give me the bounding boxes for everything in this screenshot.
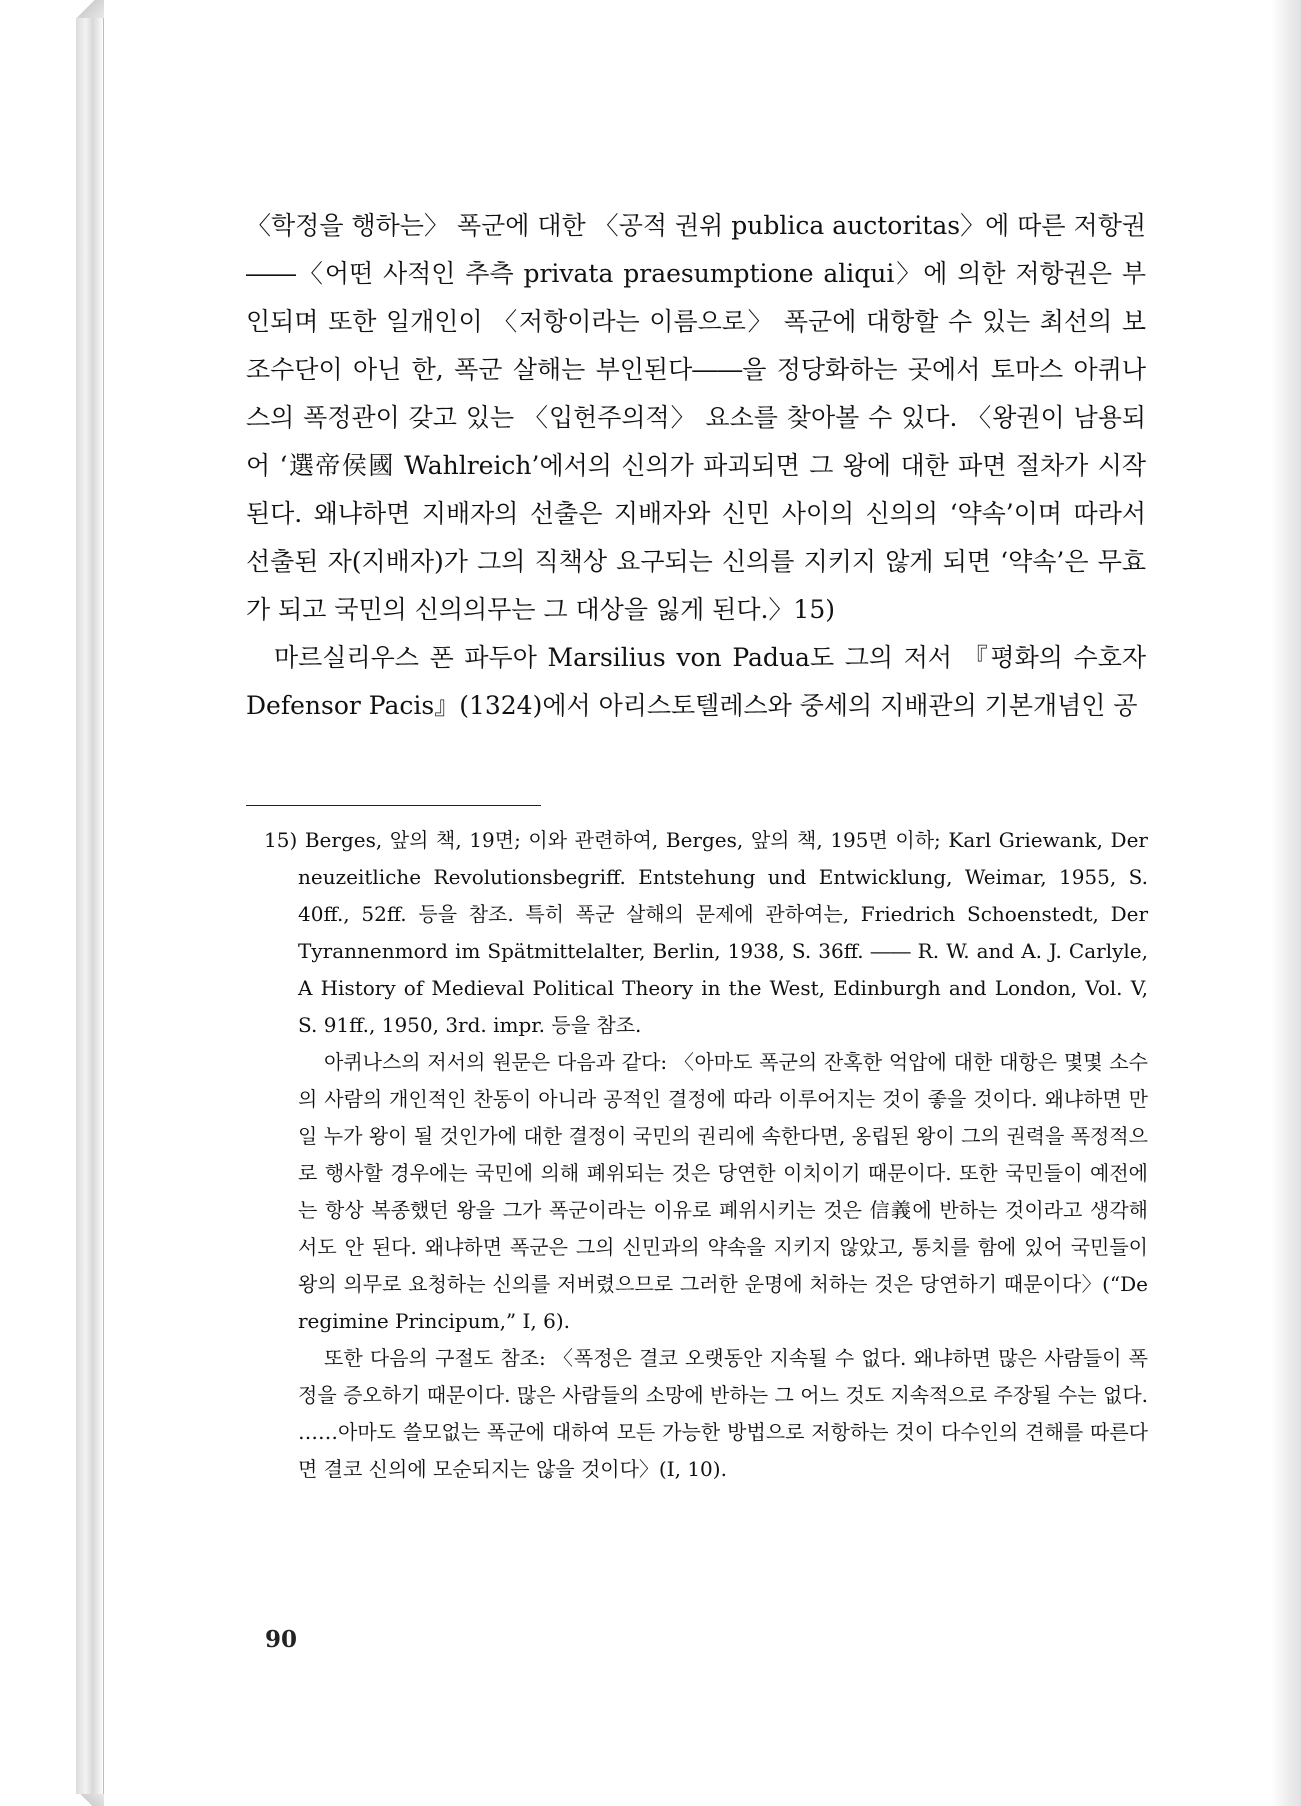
- footnotes: [264, 822, 1148, 1488]
- main-text: [246, 202, 1146, 730]
- book-page-edge: [76, 0, 104, 1806]
- footnote-15-quote-1: 아퀴나스의 저서의 원문은 다음과 같다: 〈아마도 폭군의 잔혹한 억압에 대한 대항은 몇몇 소수의 사람의 개인적인 찬동이 아니라 공적인 결정에 따라 이루어지는 것이 좋을 것이다. 왜냐하면 만일 누가 왕이 될 것인가에 대한 결정이 국민의 권리에 속한다면, 옹립된 왕이 그의 권력을 폭정적으로 행사할 경우에는 국민에 의해 폐위되는 것은 당연한 이치이기 때문이다. 또한 국민들이 예전에는 항상 복종했던 왕을 그가 폭군이라는 이유로 폐위시키는 것은 信義에 반하는 것이라고 생각해서도 안 된다. 왜냐하면 폭군은 그의 신민과의 약속을 지키지 않았고, 통치를 함에 있어 국민들이 왕의 의무로 요청하는 신의를 저버렸으므로 그러한 운명에 처하는 것은 당연하기 때문이다〉(“De regimine Principum,” I, 6).: [298, 1050, 1148, 1333]
- body-paragraph-1: 〈학정을 행하는〉 폭군에 대한 〈공적 권위 publica auctoritas〉에 따른 저항권 ――〈어떤 사적인 추측 privata praesumptione aliqui〉에 의한 저항권은 부인되며 또한 일개인이 〈저항이라는 이름으로〉 폭군에 대항할 수 있는 최선의 보조수단이 아닌 한, 폭군 살해는 부인된다――을 정당화하는 곳에서 토마스 아퀴나스의 폭정관이 갖고 있는 〈입헌주의적〉 요소를 찾아볼 수 있다. 〈왕권이 남용되어 ‘選帝侯國 Wahlreich’에서의 신의가 파괴되면 그 왕에 대한 파면 절차가 시작된다. 왜냐하면 지배자의 선출은 지배자와 신민 사이의 신의의 ‘약속’이며 따라서 선출된 자(지배자)가 그의 직책상 요구되는 신의를 지키지 않게 되면 ‘약속’은 무효가 되고 국민의 신의의무는 그 대상을 잃게 된다.〉15): [246, 211, 1146, 624]
- page-shadow: [1271, 0, 1301, 1806]
- body-paragraph-2: 마르실리우스 폰 파두아 Marsilius von Padua도 그의 저서 『평화의 수호자 Defensor Pacis』(1324)에서 아리스토텔레스와 중세의 지배관의 기본개념인 공: [246, 643, 1146, 720]
- footnote-15-quote-2: 또한 다음의 구절도 참조: 〈폭정은 결코 오랫동안 지속될 수 없다. 왜냐하면 많은 사람들이 폭정을 증오하기 때문이다. 많은 사람들의 소망에 반하는 그 어느 것도 지속적으로 주장될 수는 없다. ……아마도 쓸모없는 폭군에 대하여 모든 가능한 방법으로 저항하는 것이 다수인의 견해를 따른다면 결코 신의에 모순되지는 않을 것이다〉(I, 10).: [298, 1346, 1148, 1481]
- footnote-divider: [246, 805, 541, 806]
- footnote-15: 15) Berges, 앞의 책, 19면; 이와 관련하여, Berges, 앞의 책, 195면 이하; Karl Griewank, Der neuzeitliche Revolutionsbegriff. Entstehung und Entwicklung, Weimar, 1955, S. 40ff., 52ff. 등을 참조. 특히 폭군 살해의 문제에 관하여는, Friedrich Schoenstedt, Der Tyrannenmord im Spätmittelalter, Berlin, 1938, S. 36ff. ―― R. W. and A. J. Carlyle, A History of Medieval Political Theory in the West, Edinburgh and London, Vol. V, S. 91ff., 1950, 3rd. impr. 등을 참조.: [264, 828, 1148, 1037]
- page-number: 90: [265, 1626, 298, 1653]
